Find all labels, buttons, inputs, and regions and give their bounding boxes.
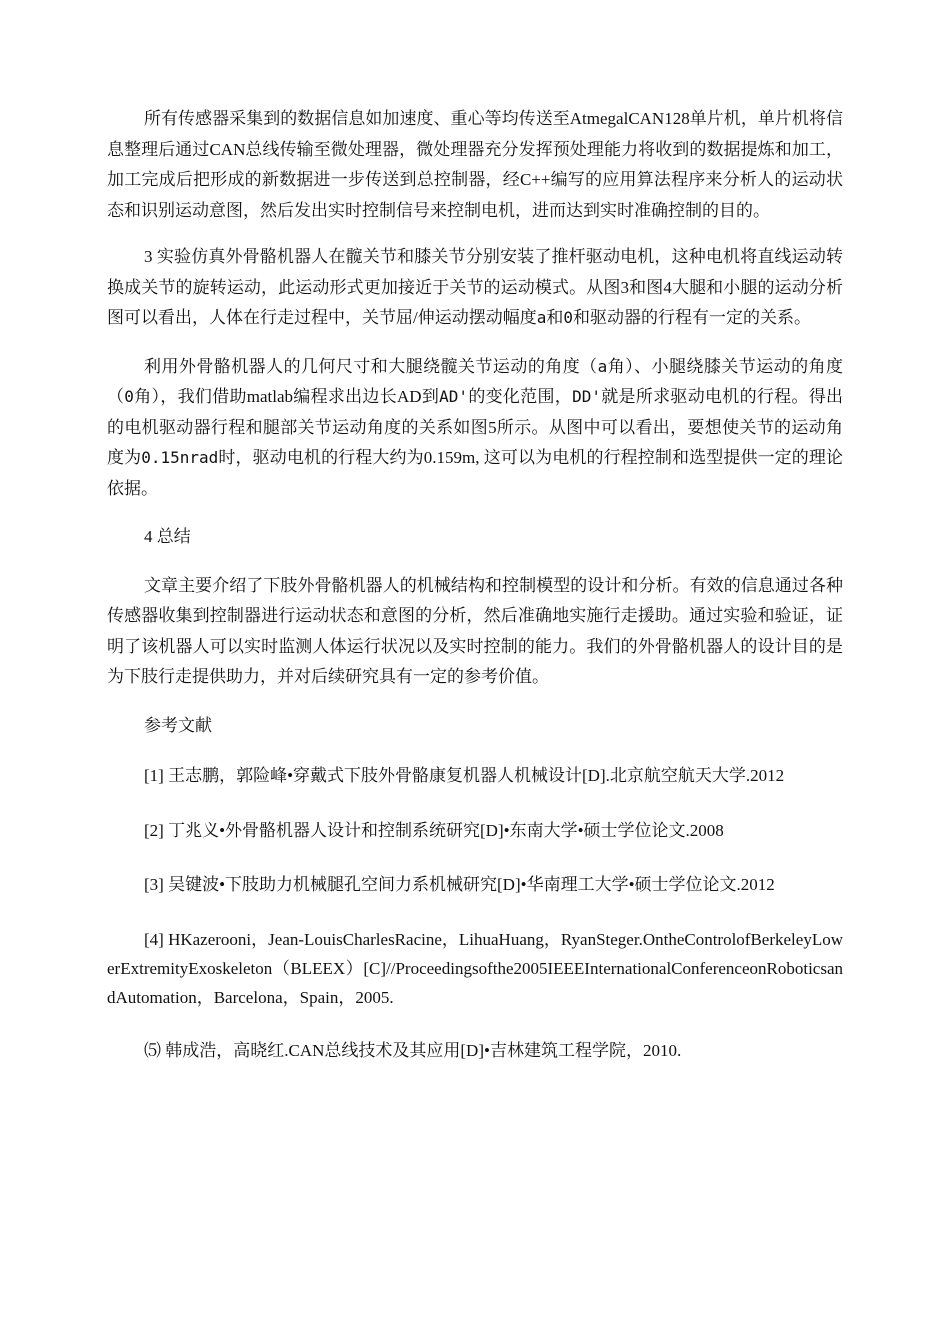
symbol-theta: 0 [124,387,134,406]
section-heading-conclusion: 4 总结 [144,527,191,546]
reference-item-3: [3] 吴键波•下肢助力机械腿孔空间力系机械研究[D]•华南理工大学•硕士学位论文.2012 [144,875,775,894]
text-run: 利用外骨骼机器人的几何尺寸和大腿绕髋关节运动的角度（ [144,356,598,376]
text-run: 和 [546,308,564,327]
text-run: 角），我们借助matlab编程求出边长AD到 [133,387,440,406]
text-run: 时，驱动电机的行程大约为0.159m, 这可以为电机的行程控制和选型提供一定的理论依据。 [107,448,844,498]
document-body [107,104,843,1066]
symbol-ad-prime: AD' [439,387,469,406]
symbol-theta: 0 [563,308,574,327]
text-run: 和驱动器的行程有一定的关系。 [573,308,812,327]
paragraph-sensors: 所有传感器采集到的数据信息如加速度、重心等均传送至AtmegalCAN128单片机，单片机将信息整理后通过CAN总线传输至微处理器，微处理器充分发挥预处理能力将收到的数据提炼和加工，加工完成后把形成的新数据进一步传送到总控制器，经C++编写的应用算法程序来分析人的运动状态和识别运动意图，然后发出实时控制信号来控制电机，进而达到实时准确控制的目的。 [107,109,843,220]
paragraph-actuator-stroke [107,352,843,505]
text-run: 就是所求驱动电机的行程。得出的电机驱动器行程和腿部关节运动角度的关系如图5所示。从图中可以看出，要想使关节的运动角度为 [107,387,844,467]
references-heading: 参考文献 [144,715,212,735]
symbol-dd-prime: DD' [572,387,601,406]
paragraph-conclusion: 文章主要介绍了下肢外骨骼机器人的机械结构和控制模型的设计和分析。有效的信息通过各种传感器收集到控制器进行运动状态和意图的分析，然后准确地实施行走援助。通过实验和验证，证明了该机器人可以实时监测人体运行状况以及实时控制的能力。我们的外骨骼机器人的设计目的是为下肢行走提供助力，并对后续研究具有一定的参考价值。 [107,575,843,686]
text-run: 3 实验仿真外骨骼机器人在髋关节和膝关节分别安装了推杆驱动电机，这种电机将直线运动转换成关节的旋转运动，此运动形式更加接近于关节的运动模式。从图3和图4大腿和小腿的运动分析图可以看出，人体在行走过程中，关节屈/伸运动摆动幅度 [107,247,843,327]
reference-item-1: [1] 王志鹏，郭险峰•穿戴式下肢外骨骼康复机器人机械设计[D].北京航空航天大学.2012 [144,766,785,785]
symbol-alpha: a [536,308,547,327]
paragraph-experiment-simulation [107,242,843,334]
reference-item-4: [4] HKazerooni，Jean-LouisCharlesRacine，LihuaHuang，RyanSteger.OntheControlofBerkeleyLowerExtremityExoskeleton（BLEEX）[C]//Proceedingsofthe2005IEEEInternationalConferenceonRoboticsandAutomation，Barcelona，Spain，2005. [107,929,843,1007]
reference-item-2: [2] 丁兆义•外骨骼机器人设计和控制系统研究[D]•东南大学•硕士学位论文.2008 [144,820,724,840]
text-run: 角）、小腿绕膝关节运动的角度（ [107,356,844,406]
angle-value: 0.15nrad [141,448,219,467]
symbol-alpha: a [597,356,608,376]
reference-item-5: ⑸ 韩成浩，高晓红.CAN总线技术及其应用[D]•吉林建筑工程学院，2010. [144,1040,682,1060]
text-run: 的变化范围， [468,387,573,406]
